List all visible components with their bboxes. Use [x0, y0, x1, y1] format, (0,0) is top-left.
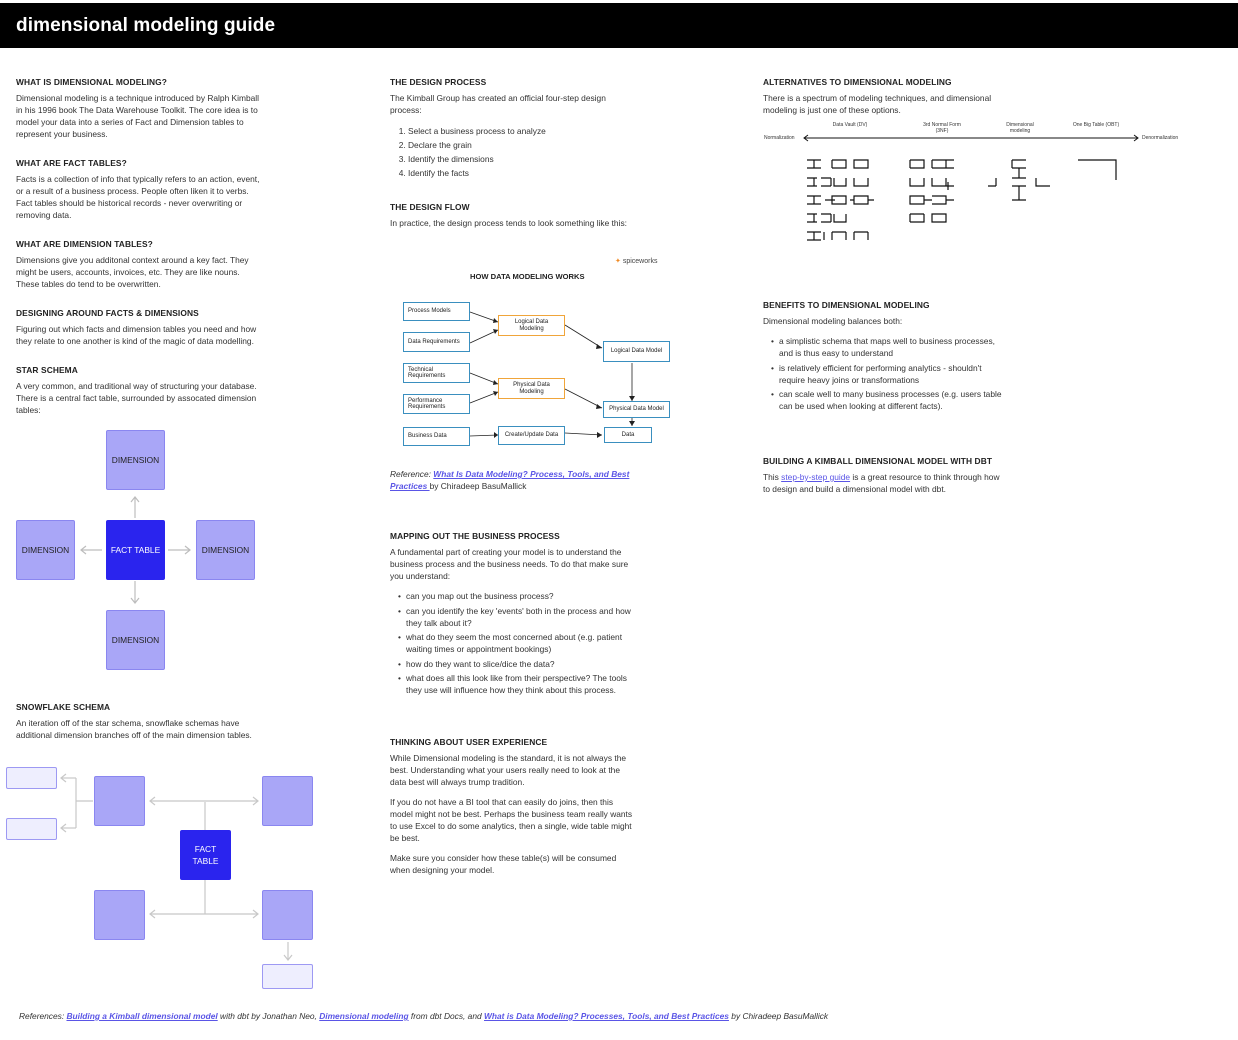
- reference-link-data-modeling[interactable]: What Is Data Modeling? Process, Tools, and Best Practices: [390, 469, 630, 491]
- benefits-bullets: [763, 335, 1008, 412]
- list-item: • a simplistic schema that maps well to business processes, and is thus easy to understand: [779, 335, 1008, 359]
- list-item: • can you map out the business process?: [406, 590, 635, 602]
- flow-figure-title: HOW DATA MODELING WORKS: [470, 272, 585, 281]
- what-is-heading: WHAT IS DIMENSIONAL MODELING?: [16, 77, 168, 87]
- kimball-dbt-section: [763, 456, 1008, 495]
- flow-physical-data-modeling: Physical Data Modeling: [498, 378, 565, 399]
- designing-text: Figuring out which facts and dimension tables you need and how they relate to one another is kind of the magic of data modelling.: [16, 324, 257, 346]
- spiceworks-brand: spiceworks: [622, 258, 658, 265]
- kimball-text-pre: This: [763, 472, 782, 482]
- data-modeling-flow-figure: [395, 255, 675, 450]
- spiceworks-icon: ✦: [615, 258, 621, 265]
- spectrum-left-end: Normalization: [764, 135, 795, 141]
- design-step: 3. Identify the dimensions: [408, 152, 635, 166]
- flow-input-data-requirements: Data Requirements: [403, 332, 470, 352]
- alternatives-heading: ALTERNATIVES TO DIMENSIONAL MODELING: [763, 77, 952, 87]
- design-process-text: The Kimball Group has created an official four-step design process:: [390, 93, 606, 115]
- mapping-heading: MAPPING OUT THE BUSINESS PROCESS: [390, 531, 560, 541]
- snowflake-heading: SNOWFLAKE SCHEMA: [16, 702, 111, 712]
- star-schema-heading: STAR SCHEMA: [16, 365, 78, 375]
- design-flow-reference: [390, 468, 640, 492]
- design-step: 4. Identify the facts: [408, 166, 635, 180]
- footer-text-2: from dbt Docs, and: [408, 1011, 484, 1021]
- flow-logical-data-modeling: Logical Data Modeling: [498, 315, 565, 336]
- ux-paragraph-3: Make sure you consider how these table(s) will be consumed when designing your model.: [390, 853, 617, 875]
- snowflake-fact-label-1: FACT: [194, 844, 217, 854]
- list-item: • what do they seem the most concerned about (e.g. patient waiting times or appointment bookings): [406, 631, 635, 655]
- header-bar: [0, 3, 1238, 48]
- alternatives-text: There is a spectrum of modeling techniques, and dimensional modeling is just one of these options.: [763, 93, 992, 115]
- what-is-text: Dimensional modeling is a technique introduced by Ralph Kimball in his 1996 book The Data Warehouse Toolkit. The core idea is to model your data into a series of Fact and Dimension tables to represent your business.: [16, 93, 260, 139]
- list-item: • is relatively efficient for performing analytics - shouldn't require heavy joins or transformations: [779, 362, 1008, 386]
- designing-heading: DESIGNING AROUND FACTS & DIMENSIONS: [16, 308, 199, 318]
- flow-logical-data-model: Logical Data Model: [603, 341, 670, 362]
- star-dimension-bottom: DIMENSION: [106, 610, 165, 670]
- spectrum-right-end: Denormalization: [1142, 135, 1179, 141]
- design-flow-heading: THE DESIGN FLOW: [390, 202, 470, 212]
- mapping-bullets: [390, 590, 635, 696]
- fact-tables-text: Facts is a collection of info that typically refers to an action, event, or a result of a business process. People often liken it to verbs. Fact tables should be historical records - never overwriting or removing data.: [16, 174, 260, 220]
- list-item: • what does all this look like from their perspective? The tools they use will influence how they think about this process.: [406, 672, 635, 696]
- kimball-text-post: is a great resource to think through how to design and build a dimensional model with dbt.: [763, 472, 1000, 494]
- footer-link-dimensional-modeling[interactable]: Dimensional modeling: [319, 1011, 409, 1021]
- star-schema-text: A very common, and traditional way of structuring your database. There is a central fact table, surrounded by assocated dimension tables:: [16, 381, 257, 415]
- spectrum-label-obt: One Big Table (OBT): [1072, 122, 1120, 128]
- fact-tables-heading: WHAT ARE FACT TABLES?: [16, 158, 127, 168]
- snowflake-sub-dimension-2: [6, 818, 57, 840]
- star-dimension-right: DIMENSION: [196, 520, 255, 580]
- design-process-steps: [390, 124, 635, 180]
- flow-input-technical-requirements: Technical Requirements: [403, 363, 470, 383]
- kimball-dbt-text: [763, 471, 1008, 495]
- snowflake-dimension-bottom-right: [262, 890, 313, 940]
- benefits-section: [763, 300, 1008, 415]
- flow-input-business-data: Business Data: [403, 427, 470, 446]
- design-step: 1. Select a business process to analyze: [408, 124, 635, 138]
- footer-text-1: with dbt by Jonathan Neo,: [217, 1011, 320, 1021]
- footer-prefix: References:: [19, 1011, 67, 1021]
- flow-input-performance-requirements: Performance Requirements: [403, 394, 470, 414]
- snowflake-dimension-bottom-left: [94, 890, 145, 940]
- spectrum-label-dimensional: Dimensional modeling: [1006, 122, 1034, 134]
- design-flow-text: In practice, the design process tends to look something like this:: [390, 218, 627, 228]
- dimension-tables-heading: WHAT ARE DIMENSION TABLES?: [16, 239, 153, 249]
- design-process-heading: THE DESIGN PROCESS: [390, 77, 487, 87]
- mapping-text: A fundamental part of creating your model is to understand the business process and the business needs. To do that make sure you understand:: [390, 547, 629, 581]
- snowflake-sub-dimension-3: [262, 964, 313, 989]
- reference-author: by Chiradeep BasuMallick: [429, 481, 527, 491]
- flow-create-update-data: Create/Update Data: [498, 426, 565, 445]
- ux-paragraph-1: While Dimensional modeling is the standard, it is not always the best. Understanding what your users really need to look at the data best will always trump tradition.: [390, 753, 627, 787]
- star-schema-diagram: [0, 420, 300, 680]
- star-dimension-top: DIMENSION: [106, 430, 165, 490]
- spectrum-label-data-vault: Data Vault (DV): [832, 122, 868, 128]
- ux-section: [390, 737, 635, 876]
- flow-data-output: Data: [604, 427, 652, 443]
- snowflake-sub-dimension-1: [6, 767, 57, 789]
- star-dimension-left: DIMENSION: [16, 520, 75, 580]
- snowflake-diagram: [0, 760, 330, 995]
- snowflake-text: An iteration off of the star schema, snowflake schemas have additional dimension branches off of the main dimension tables.: [16, 718, 252, 740]
- spectrum-tables-sketch: [760, 118, 1190, 253]
- footer-link-data-modeling[interactable]: What is Data Modeling? Processes, Tools, and Best Practices: [484, 1011, 729, 1021]
- snowflake-fact-label-2: TABLE: [192, 856, 219, 866]
- reference-prefix: Reference:: [390, 469, 434, 479]
- ux-paragraph-2: If you do not have a BI tool that can easily do joins, then this model might not be best. Perhaps the business team really wants to use Excel to do some analytics, then a single, wide table might be best.: [390, 797, 633, 843]
- snowflake-dimension-top-right: [262, 776, 313, 826]
- mapping-section: [390, 531, 635, 699]
- footer-link-kimball[interactable]: Building a Kimball dimensional model: [66, 1011, 218, 1021]
- step-by-step-guide-link[interactable]: step-by-step guide: [781, 472, 851, 482]
- list-item: • how do they want to slice/dice the data?: [406, 658, 635, 670]
- list-item: • can you identify the key 'events' both in the process and how they talk about it?: [406, 605, 635, 629]
- dimension-tables-text: Dimensions give you additonal context around a key fact. They might be users, accounts, invoices, etc. They are like nouns. These tables do tend to be overwritten.: [16, 255, 249, 289]
- benefits-text: Dimensional modeling balances both:: [763, 316, 903, 326]
- footer-references: [19, 1011, 828, 1021]
- right-column: [763, 77, 1008, 116]
- flow-physical-data-model: Physical Data Model: [603, 401, 670, 418]
- snowflake-fact-table: [180, 830, 231, 880]
- middle-column: [390, 77, 635, 229]
- snowflake-section: [16, 702, 261, 741]
- list-item: • can scale well to many business processes (e.g. users table can be used when looking at different facts).: [779, 388, 1008, 412]
- kimball-dbt-heading: BUILDING A KIMBALL DIMENSIONAL MODEL WITH DBT: [763, 456, 993, 466]
- left-column: [16, 77, 261, 416]
- footer-suffix: by Chiradeep BasuMallick: [728, 1011, 829, 1021]
- flow-input-process-models: Process Models: [403, 302, 470, 321]
- spectrum-label-3nf: 3rd Normal Form (3NF): [923, 122, 961, 134]
- page-title: dimensional modeling guide: [16, 15, 276, 36]
- modeling-spectrum-diagram: [760, 118, 1190, 253]
- design-step: 2. Declare the grain: [408, 138, 635, 152]
- ux-heading: THINKING ABOUT USER EXPERIENCE: [390, 737, 548, 747]
- benefits-heading: BENEFITS TO DIMENSIONAL MODELING: [763, 300, 930, 310]
- star-fact-table: FACT TABLE: [106, 520, 165, 580]
- snowflake-dimension-top-left: [94, 776, 145, 826]
